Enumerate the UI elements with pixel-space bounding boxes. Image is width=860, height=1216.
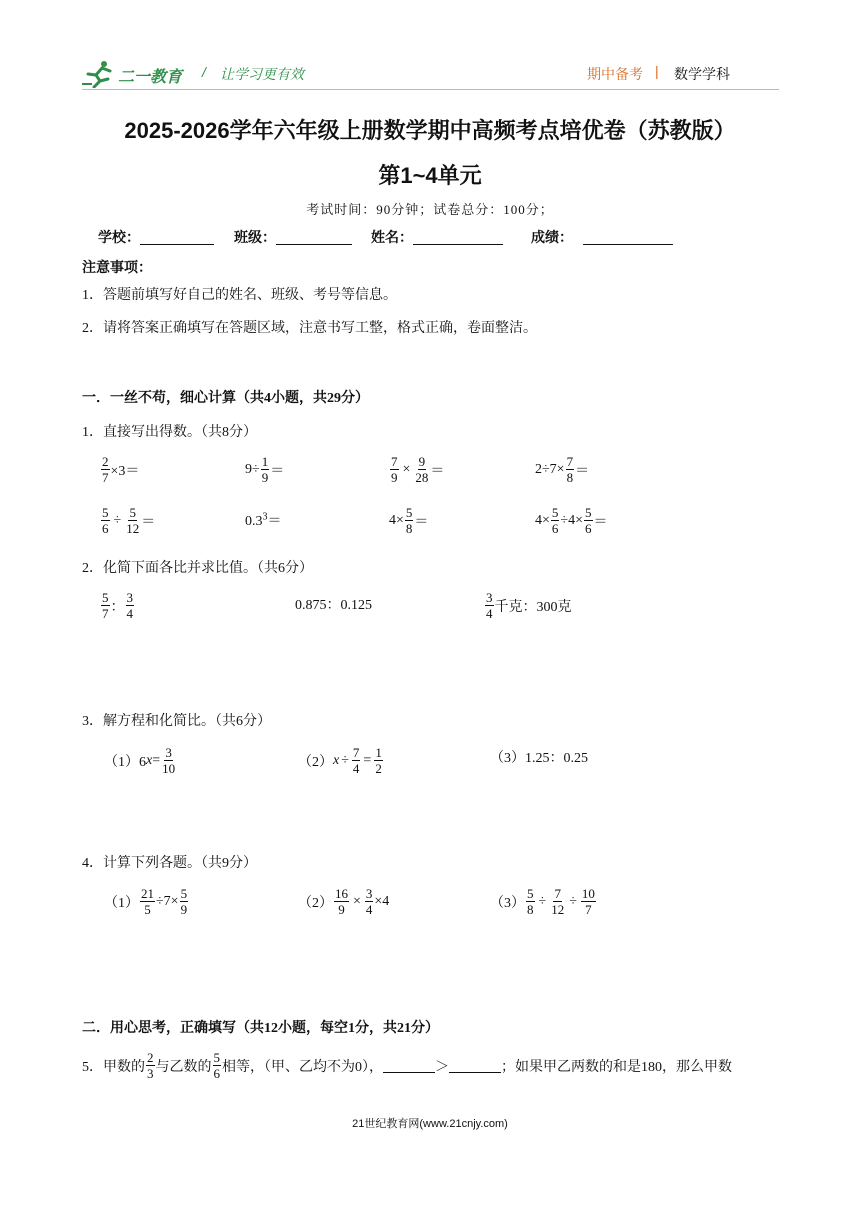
variable: x (333, 752, 340, 768)
expr-text: 2÷7× (535, 461, 565, 477)
header (82, 58, 779, 90)
expr-text: （1）6 (104, 754, 146, 770)
expr-text: ；如果甲乙两数的和是180，那么甲数 (501, 1059, 732, 1075)
field-name-label: 姓名： (371, 229, 413, 245)
numerator: 5 (551, 505, 559, 520)
q2-item-c (484, 590, 572, 621)
numerator: 5 (180, 886, 188, 901)
numerator: 10 (581, 886, 595, 901)
denominator: 8 (405, 521, 413, 536)
field-name-line[interactable] (413, 230, 503, 245)
numerator: 16 (335, 886, 348, 901)
exponent: 3 (262, 511, 268, 523)
denominator: 3 (147, 1066, 154, 1081)
numerator: 3 (165, 745, 172, 760)
q1-item-d (535, 454, 589, 485)
expr-text: 9÷ (245, 461, 260, 477)
q1-item-h (535, 505, 608, 536)
operator: ÷ (569, 893, 577, 909)
denominator: 9 (261, 470, 269, 485)
numerator: 5 (213, 1050, 220, 1065)
denominator: 12 (551, 902, 565, 917)
expr-text: ×4 (374, 893, 390, 909)
field-class-line[interactable] (276, 230, 352, 245)
q1-item-b (245, 454, 284, 485)
operator: ÷ (341, 752, 349, 768)
answer-blank[interactable] (449, 1058, 501, 1073)
denominator: 5 (144, 902, 151, 917)
field-school-label: 学校： (98, 229, 140, 245)
q1-item-e (100, 505, 155, 536)
denominator: 6 (213, 1066, 220, 1081)
field-school (98, 227, 214, 247)
q2-item-a (100, 590, 135, 621)
header-slogan: 让学习更有效 (220, 66, 304, 82)
expr-text: ： (110, 599, 125, 615)
field-name (371, 227, 503, 247)
question-title: 1．直接写出得数。（共8分） (82, 425, 257, 440)
q3-item-b (298, 745, 384, 776)
expr-text: （2） (298, 895, 333, 911)
expr-text: ＝ (414, 514, 429, 530)
numerator: 2 (102, 454, 109, 469)
field-score-label: 成绩： (531, 229, 573, 245)
expr-text: 0.3 (245, 514, 263, 529)
operator: × (353, 893, 361, 909)
q4-item-b (298, 886, 389, 917)
expr-text: ＝ (141, 514, 156, 530)
expr-text: ×3＝ (110, 463, 140, 479)
expr-text: ＞ (435, 1059, 449, 1075)
q3-item-c: （3）1.25：0.25 (490, 751, 588, 766)
denominator: 4 (126, 606, 133, 621)
q5 (82, 1050, 732, 1081)
numerator: 2 (147, 1050, 154, 1065)
expr-text: = (152, 752, 161, 768)
notice-item: 2．请将答案正确填写在答题区域，注意书写工整，格式正确，卷面整洁。 (82, 321, 537, 336)
numerator: 5 (102, 590, 109, 605)
numerator: 5 (102, 505, 109, 520)
expr-text: 4× (389, 512, 404, 528)
denominator: 9 (391, 470, 398, 485)
question-title: 2．化简下面各比并求比值。（共6分） (82, 561, 313, 576)
denominator: 9 (180, 902, 188, 917)
expr-text: ＝ (270, 463, 285, 479)
logo-text: 二一教育 (118, 69, 183, 86)
numerator: 3 (486, 590, 493, 605)
q1-item-c (389, 454, 444, 485)
q1-item-f (245, 510, 282, 530)
numerator: 1 (375, 745, 382, 760)
expr-text: = (363, 752, 372, 768)
field-score (531, 227, 673, 247)
denominator: 6 (102, 521, 109, 536)
field-school-line[interactable] (140, 230, 214, 245)
expr-text: ÷7× (156, 893, 179, 909)
expr-text: 5．甲数的 (82, 1059, 145, 1075)
denominator: 7 (102, 606, 109, 621)
field-class (234, 227, 352, 247)
denominator: 12 (126, 521, 140, 536)
numerator: 7 (554, 886, 561, 901)
operator: ÷ (113, 512, 122, 528)
expr-text: （2） (298, 754, 333, 770)
expr-text: 千克：300克 (494, 599, 572, 615)
denominator: 8 (527, 902, 534, 917)
q4-item-c (490, 886, 597, 917)
denominator: 8 (566, 470, 574, 485)
expr-text: （1） (104, 895, 139, 911)
answer-blank[interactable] (383, 1058, 435, 1073)
denominator: 6 (585, 521, 592, 536)
numerator: 5 (527, 886, 534, 901)
denominator: 9 (338, 902, 345, 917)
section-heading: 一．一丝不苟，细心计算（共4小题，共29分） (82, 391, 369, 406)
q1-item-a (100, 454, 139, 485)
numerator: 1 (261, 454, 269, 469)
denominator: 4 (352, 761, 360, 776)
expr-text: ＝ (267, 514, 282, 529)
expr-text: 与乙数的 (155, 1059, 212, 1075)
numerator: 9 (418, 454, 426, 469)
denominator: 7 (102, 470, 109, 485)
operator: ÷ (538, 893, 547, 909)
header-tag-subject: 数学学科 (674, 66, 730, 82)
numerator: 3 (126, 590, 133, 605)
notice-heading: 注意事项： (82, 259, 152, 275)
header-separator: | (655, 63, 659, 79)
question-title: 4．计算下列各题。（共9分） (82, 856, 257, 871)
field-class-label: 班级： (234, 229, 276, 245)
numerator: 7 (391, 454, 398, 469)
numerator: 21 (141, 886, 154, 901)
notice-item: 1．答题前填写好自己的姓名、班级、考号等信息。 (82, 288, 397, 303)
denominator: 10 (162, 761, 176, 776)
expr-text: ＝ (593, 514, 608, 530)
expr-text: 4× (535, 512, 550, 528)
denominator: 4 (486, 606, 493, 621)
numerator: 5 (405, 505, 413, 520)
field-score-line[interactable] (583, 230, 673, 245)
header-divider (82, 89, 779, 90)
denominator: 7 (585, 902, 592, 917)
page-title: 2025-2026学年六年级上册数学期中高频考点培优卷（苏教版） (124, 118, 736, 143)
numerator: 5 (585, 505, 592, 520)
expr-text: （3） (490, 895, 525, 911)
expr-text: ＝ (575, 463, 590, 479)
page-subtitle: 第1~4单元 (378, 163, 482, 188)
q1-item-g (389, 505, 428, 536)
expr-text: ÷4× (560, 512, 583, 528)
header-tag-exam: 期中备考 (587, 66, 643, 82)
operator: × (402, 461, 411, 477)
page-footer: 21世纪教育网(www.21cnjy.com) (352, 1118, 508, 1130)
numerator: 7 (352, 745, 360, 760)
denominator: 6 (551, 521, 559, 536)
denominator: 2 (375, 761, 382, 776)
exam-info: 考试时间：90分钟；试卷总分：100分； (306, 202, 554, 217)
expr-text: 相等，（甲、乙均不为0）， (222, 1059, 383, 1075)
variable: x (146, 752, 153, 768)
numerator: 5 (129, 505, 136, 520)
numerator: 3 (365, 886, 373, 901)
question-title: 3．解方程和化简比。（共6分） (82, 714, 271, 729)
numerator: 7 (566, 454, 574, 469)
denominator: 4 (365, 902, 373, 917)
expr-text: ＝ (430, 463, 445, 479)
logo-runner-icon (82, 60, 118, 88)
denominator: 28 (415, 470, 429, 485)
q2-item-b: 0.875：0.125 (295, 598, 372, 613)
header-slash: / (202, 64, 206, 80)
section-heading: 二．用心思考，正确填写（共12小题，每空1分，共21分） (82, 1021, 439, 1036)
q3-item-a (104, 745, 177, 776)
q4-item-a (104, 886, 189, 917)
